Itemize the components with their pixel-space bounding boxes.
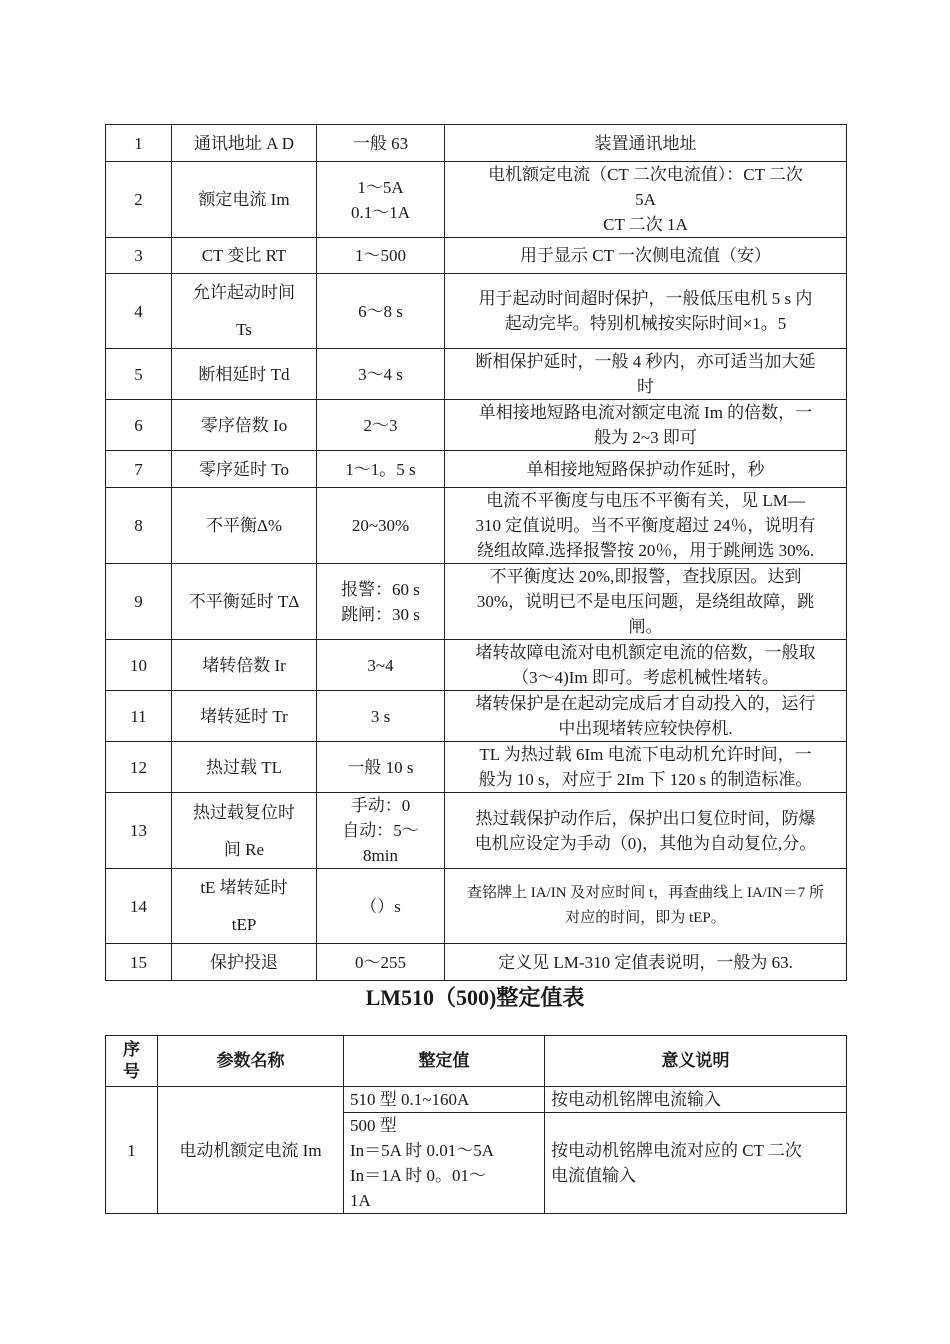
param-desc: 用于起动时间超时保护，一般低压电机 5 s 内 起动完毕。特别机械按实际时间×1。5 <box>445 274 847 349</box>
param-desc: 电流不平衡度与电压不平衡有关，见 LM— 310 定值说明。当不平衡度超过 24％，说明有 绕组故障.选择报警按 20％，用于跳闸选 30%. <box>445 488 847 564</box>
header-no: 序 号 <box>106 1036 158 1087</box>
param-name: CT 变比 RT <box>172 238 317 274</box>
table-row <box>106 125 847 162</box>
param-desc: 堵转保护是在起动完成后才自动投入的，运行 中出现堵转应较快停机. <box>445 691 847 742</box>
param-desc: 断相保护延时，一般 4 秒内，亦可适当加大延 时 <box>445 349 847 400</box>
table-row <box>106 564 847 640</box>
row-number: 14 <box>106 869 172 944</box>
param-name: 堵转倍数 Ir <box>172 640 317 691</box>
table-row <box>106 488 847 564</box>
param-value-500: 500 型 In＝5A 时 0.01～5A In＝1A 时 0。01～ 1A <box>344 1113 545 1214</box>
param-value: 3～4 s <box>317 349 445 400</box>
row-number: 7 <box>106 451 172 488</box>
table-row <box>106 274 847 349</box>
param-desc: 热过载保护动作后，保护出口复位时间，防爆 电机应设定为手动（0)，其他为自动复位,分。 <box>445 793 847 869</box>
header-name: 参数名称 <box>158 1036 344 1087</box>
param-name: 零序延时 To <box>172 451 317 488</box>
table-row <box>106 349 847 400</box>
param-desc: TL 为热过载 6Im 电流下电动机允许时间，一 般为 10 s，对应于 2Im 下 120 s 的制造标准。 <box>445 742 847 793</box>
param-desc: 查铭牌上 IA/IN 及对应时间 t，再查曲线上 IA/IN＝7 所 对应的时间，即为 tEP。 <box>445 869 847 944</box>
row-number: 15 <box>106 944 172 981</box>
param-desc: 装置通讯地址 <box>445 125 847 162</box>
param-name: 零序倍数 Io <box>172 400 317 451</box>
table-row <box>106 944 847 981</box>
table-row <box>106 691 847 742</box>
param-desc: 不平衡度达 20%,即报警，查找原因。达到 30%，说明已不是电压问题，是绕组故障，跳 闸。 <box>445 564 847 640</box>
param-value: 2～3 <box>317 400 445 451</box>
param-name: 不平衡Δ% <box>172 488 317 564</box>
param-desc: 堵转故障电流对电机额定电流的倍数，一般取 （3～4)Im 即可。考虑机械性堵转。 <box>445 640 847 691</box>
row-number: 13 <box>106 793 172 869</box>
param-name: 额定电流 Im <box>172 162 317 238</box>
param-desc: 单相接地短路电流对额定电流 Im 的倍数，一 般为 2~3 即可 <box>445 400 847 451</box>
param-value: 一般 63 <box>317 125 445 162</box>
table-header-row <box>106 1036 847 1087</box>
param-name: 通讯地址 A D <box>172 125 317 162</box>
param-value: 6～8 s <box>317 274 445 349</box>
param-value: 20~30% <box>317 488 445 564</box>
param-desc: 单相接地短路保护动作延时，秒 <box>445 451 847 488</box>
row-number: 2 <box>106 162 172 238</box>
param-name: 电动机额定电流 Im <box>158 1087 344 1214</box>
row-number: 10 <box>106 640 172 691</box>
table-row <box>106 793 847 869</box>
param-value: 一般 10 s <box>317 742 445 793</box>
table-row <box>106 640 847 691</box>
header-value: 整定值 <box>344 1036 545 1087</box>
row-number: 3 <box>106 238 172 274</box>
table-row <box>106 1087 847 1113</box>
row-number: 9 <box>106 564 172 640</box>
param-value: 1～500 <box>317 238 445 274</box>
param-desc: 定义见 LM-310 定值表说明，一般为 63. <box>445 944 847 981</box>
param-value: 报警：60 s 跳闸：30 s <box>317 564 445 640</box>
row-number: 1 <box>106 125 172 162</box>
param-value: 3 s <box>317 691 445 742</box>
param-value-510: 510 型 0.1~160A <box>344 1087 545 1113</box>
parameter-table <box>105 124 847 981</box>
table-row <box>106 400 847 451</box>
param-name: 允许起动时间 Ts <box>172 274 317 349</box>
table-row <box>106 742 847 793</box>
row-number: 1 <box>106 1087 158 1214</box>
row-number: 12 <box>106 742 172 793</box>
param-desc-500: 按电动机铭牌电流对应的 CT 二次 电流值输入 <box>545 1113 847 1214</box>
lm510-settings-table <box>105 1035 847 1214</box>
param-name: tE 堵转延时 tEP <box>172 869 317 944</box>
row-number: 4 <box>106 274 172 349</box>
param-name: 保护投退 <box>172 944 317 981</box>
table-row <box>106 238 847 274</box>
row-number: 6 <box>106 400 172 451</box>
param-value: 3~4 <box>317 640 445 691</box>
section-heading: LM510（500)整定值表 <box>365 985 585 1010</box>
param-desc: 电机额定电流（CT 二次电流值）：CT 二次 5A CT 二次 1A <box>445 162 847 238</box>
param-name: 堵转延时 Tr <box>172 691 317 742</box>
param-value: 1～5A 0.1～1A <box>317 162 445 238</box>
header-desc: 意义说明 <box>545 1036 847 1087</box>
param-desc: 用于显示 CT 一次侧电流值（安） <box>445 238 847 274</box>
row-number: 8 <box>106 488 172 564</box>
param-name: 热过载复位时 间 Re <box>172 793 317 869</box>
param-value: （）s <box>317 869 445 944</box>
param-name: 不平衡延时 TΔ <box>172 564 317 640</box>
table-row <box>106 451 847 488</box>
table-row <box>106 162 847 238</box>
row-number: 5 <box>106 349 172 400</box>
param-value: 手动：0 自动：5～ 8min <box>317 793 445 869</box>
param-value: 0～255 <box>317 944 445 981</box>
row-number: 11 <box>106 691 172 742</box>
table-row <box>106 869 847 944</box>
param-name: 热过载 TL <box>172 742 317 793</box>
param-name: 断相延时 Td <box>172 349 317 400</box>
param-desc-510: 按电动机铭牌电流输入 <box>545 1087 847 1113</box>
param-value: 1～1。5 s <box>317 451 445 488</box>
